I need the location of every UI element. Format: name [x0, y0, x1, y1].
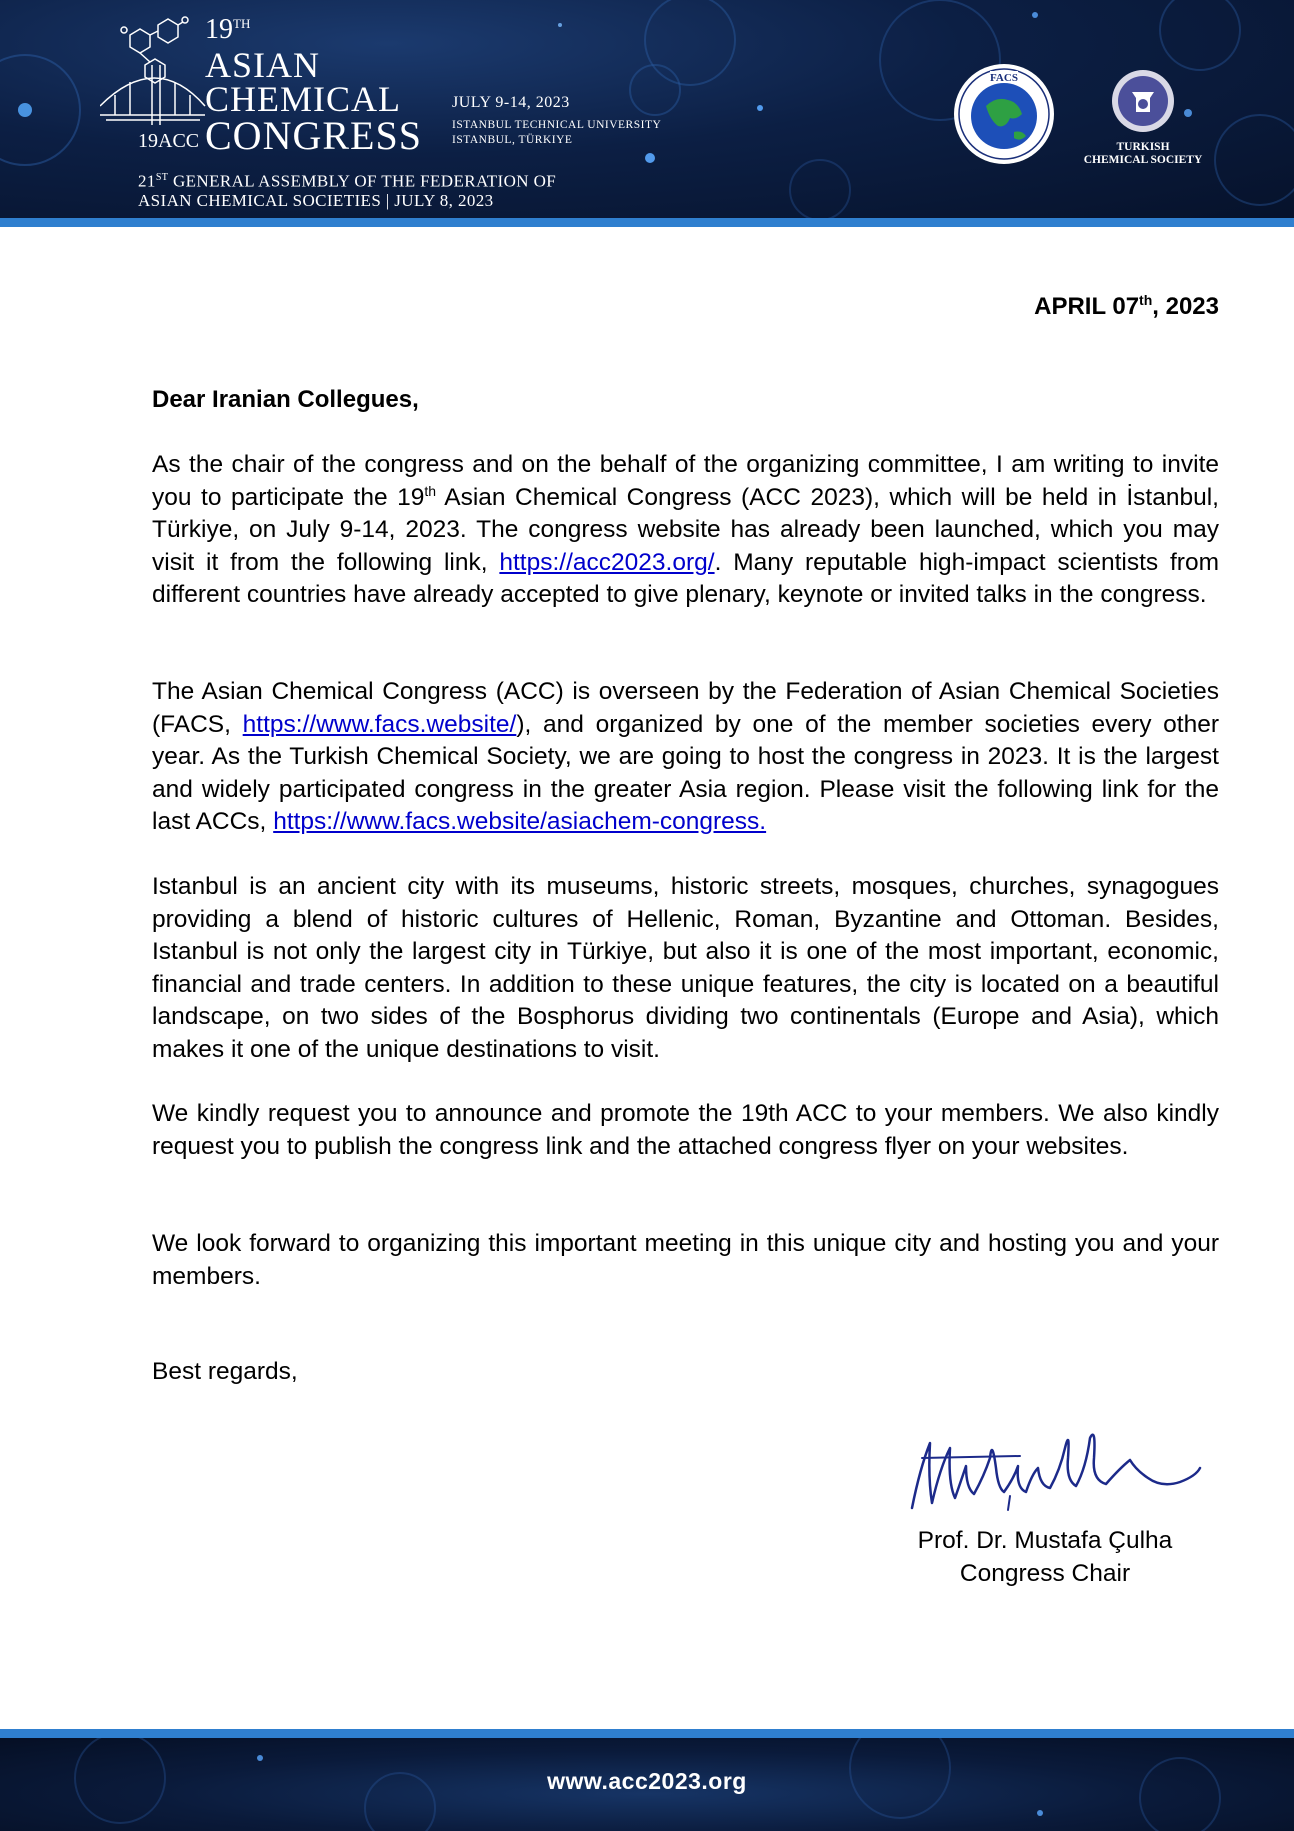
paragraph-invitation: As the chair of the congress and on the behalf of the organizing committee, I am writing to invite you to participate the 19th Asian Chemical Congress (ACC 2023), which will be held in İstanbul, Türkiye, on July 9-14, 2023. The congress website has already been launched, which you may visit it from the following link, https://acc2023.org/. Many reputable high-impact scientists from different countries have already accepted to give plenary, keynote or invited talks in the congress.	[152, 451, 1219, 608]
event-dates: JULY 9-14, 2023	[452, 94, 570, 111]
paragraph-about-acc: The Asian Chemical Congress (ACC) is overseen by the Federation of Asian Chemical Societies (FACS, https://www.facs.website/), and organized by one of the member societies every other year. As the Turkish Chemical Society, we are going to host the congress in 2023. It is the largest and widely participated congress in the greater Asia region. Please visit the following link for the last ACCs, https://www.facs.website/asiachem-congress.	[152, 678, 1219, 835]
general-assembly-note	[138, 168, 556, 210]
congress-title-line2: CHEMICAL	[205, 79, 401, 119]
assembly-line2: ASIAN CHEMICAL SOCIETIES | JULY 8, 2023	[138, 190, 494, 210]
congress-ordinal: 19TH	[205, 14, 251, 45]
paragraph-request: We kindly request you to announce and promote the 19th ACC to your members. We also kindly request you to publish the congress link and the attached congress flyer on your websites.	[152, 1100, 1219, 1160]
facs-logo	[952, 62, 1056, 166]
signer-title: Congress Chair	[959, 1560, 1131, 1587]
turkish-chemical-society-name	[1060, 141, 1226, 167]
tcs-name-line2: CHEMICAL SOCIETY	[1083, 154, 1203, 166]
venue-line1: ISTANBUL TECHNICAL UNIVERSITY	[452, 119, 662, 131]
paragraph-istanbul: Istanbul is an ancient city with its museums, historic streets, mosques, churches, synagogues providing a blend of historic cultures of Hellenic, Roman, Byzantine and Ottoman. Besides, Istanbul is not only the largest city in Türkiye, but also it is one of the most important, economic, financial and trade centers. In addition to these unique features, the city is located on a beautiful landscape, on two sides of the Bosphorus dividing two continentals (Europe and Asia), which makes it one of the unique destinations to visit.	[152, 873, 1219, 1063]
tcs-name-line1: TURKISH	[1116, 141, 1170, 153]
salutation: Dear Iranian Collegues,	[152, 386, 419, 413]
acc2023-link[interactable]: https://acc2023.org/	[499, 548, 715, 576]
signer-name: Prof. Dr. Mustafa Çulha	[917, 1527, 1173, 1554]
letterhead-banner	[0, 0, 1294, 218]
logo-mark: 19ACC	[138, 130, 200, 152]
header-divider	[0, 218, 1294, 227]
handwritten-signature	[900, 1418, 1230, 1518]
footer-divider	[0, 1729, 1294, 1738]
paragraph-closing: We look forward to organizing this important meeting in this unique city and hosting you and your members.	[152, 1230, 1219, 1290]
signer-block	[880, 1524, 1210, 1590]
closing-regards: Best regards,	[152, 1358, 298, 1385]
svg-text:FACS: FACS	[990, 72, 1018, 84]
turkish-chemical-society-logo	[1110, 68, 1176, 134]
assembly-line1: 21ST GENERAL ASSEMBLY OF THE FEDERATION OF	[138, 171, 557, 191]
congress-title-line3: CONGRESS	[205, 113, 422, 158]
facs-website-link[interactable]: https://www.facs.website/	[242, 710, 517, 738]
letter-date: APRIL 07th, 2023	[1034, 292, 1219, 320]
footer-website-url[interactable]: www.acc2023.org	[547, 1768, 747, 1794]
asiachem-congress-link[interactable]: https://www.facs.website/asiachem-congress.	[273, 808, 767, 835]
event-venue	[452, 118, 661, 148]
congress-title-line1: ASIAN	[205, 45, 321, 85]
venue-line2: ISTANBUL, TÜRKIYE	[452, 134, 573, 146]
